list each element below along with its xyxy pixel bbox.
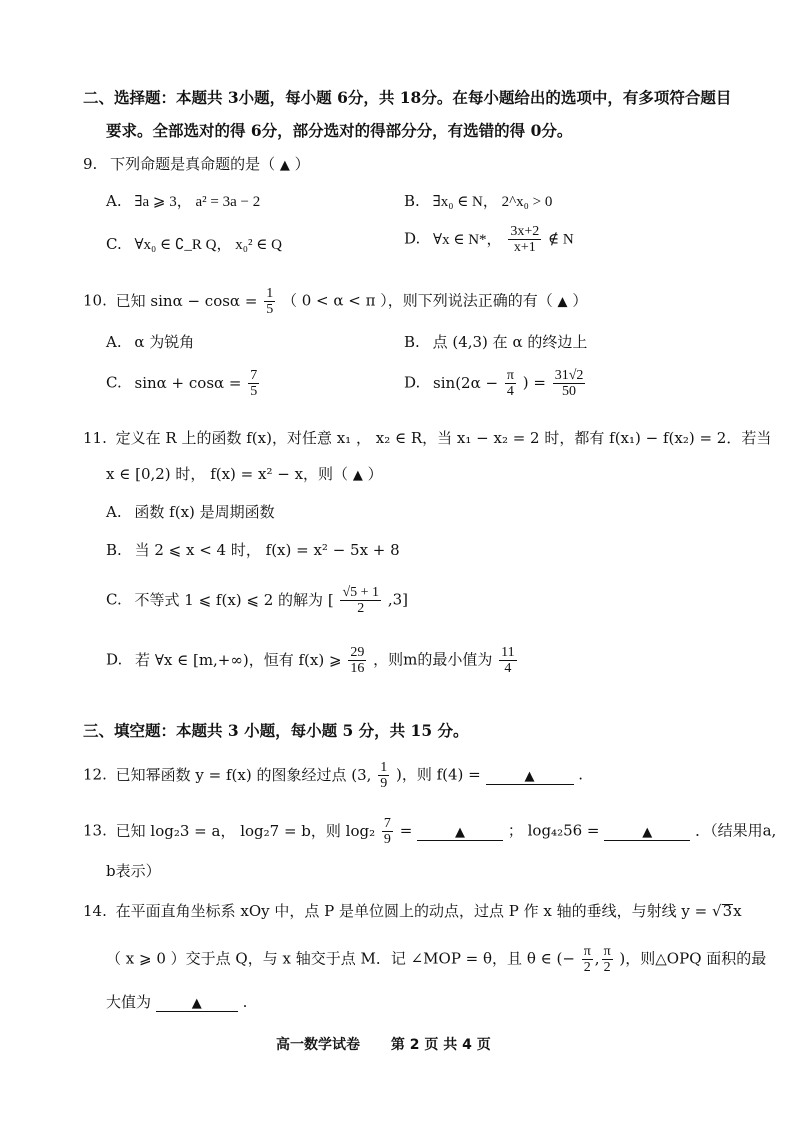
question-period: . <box>578 765 584 784</box>
question-text-post: )，则 f(4) = <box>395 765 481 784</box>
question-text: 定义在 R 上的函数 f(x)，对任意 x₁ ， x₂ ∈ R，当 x₁ − x₂ = 2 时，都有 f(x₁) − f(x₂) = 2．若当 <box>115 429 772 447</box>
section-2-header-line2: 要求。全部选对的得 6分，部分选对的得部分分，有选错的得 0分。 <box>106 121 573 140</box>
question-comma: , <box>594 949 600 968</box>
option-label: D. <box>404 229 421 248</box>
fraction-denominator: 16 <box>350 661 365 676</box>
question-text: 大值为 <box>106 993 152 1011</box>
answer-blank[interactable] <box>486 766 574 785</box>
option-fraction <box>248 368 259 399</box>
option-label: B. <box>106 541 122 559</box>
answer-blank-2[interactable] <box>604 822 690 841</box>
footer-page-number: 第 2 页 共 4 页 <box>390 1037 491 1053</box>
option-text: 若 ∀x ∈ [m,+∞)，恒有 f(x) ⩾ <box>135 650 342 669</box>
option-text: sin(2α − <box>433 373 499 392</box>
answer-triangle-icon: ▲ <box>352 468 363 483</box>
answer-blank[interactable] <box>156 993 238 1012</box>
question-11-option-b <box>106 539 400 561</box>
fraction-denominator: 2 <box>357 601 365 616</box>
question-fraction <box>378 760 389 791</box>
option-text: ∃x₀ ∈ N， 2^x₀ > 0 <box>432 194 553 210</box>
question-10-stem <box>83 286 587 317</box>
question-11-line2 <box>106 463 383 487</box>
option-fraction-1 <box>348 645 366 676</box>
option-text: ∀x₀ ∈ ∁_R Q， x₀² ∈ Q <box>134 237 282 253</box>
option-text: 不等式 1 ⩽ f(x) ⩽ 2 的解为 [ <box>134 590 334 609</box>
option-label: B. <box>404 192 420 210</box>
fraction-denominator: 4 <box>506 384 514 399</box>
option-label: C. <box>106 235 122 253</box>
fraction-numerator: 3x+2 <box>510 224 540 239</box>
fraction-denominator: 4 <box>504 661 512 676</box>
option-fraction <box>508 224 541 255</box>
fraction-denominator: 50 <box>562 384 577 399</box>
question-13-line2: b表示） <box>106 862 161 880</box>
footer-title: 高一数学试卷 <box>276 1037 360 1053</box>
answer-triangle-icon: ▲ <box>455 824 466 840</box>
sqrt-sign: √ <box>712 902 722 920</box>
option-text-mid: ) = <box>522 373 546 392</box>
option-label: A. <box>106 192 122 210</box>
question-10-option-c <box>106 368 261 399</box>
fraction-denominator: 9 <box>380 776 388 791</box>
question-number: 11. <box>83 429 107 447</box>
option-text: sinα + cosα = <box>134 373 242 392</box>
fraction-numerator: √5 + 1 <box>342 585 380 600</box>
question-9-option-c <box>106 233 282 256</box>
fraction-denominator: 2 <box>583 960 591 975</box>
section-3-header: 三、填空题：本题共 3 小题，每小题 5 分，共 15 分。 <box>83 721 469 740</box>
question-11-option-a <box>106 501 275 523</box>
question-text-end: ） <box>572 291 588 310</box>
question-9-option-d <box>404 224 574 255</box>
question-11-option-c <box>106 585 408 616</box>
question-12 <box>83 760 583 791</box>
answer-triangle-icon: ▲ <box>279 158 290 173</box>
option-fraction-2 <box>499 645 516 676</box>
section-2-header-line1: 二、选择题：本题共 3小题，每小题 6分，共 18分。在每小题给出的选项中，有多项符合题目 <box>83 88 732 107</box>
question-9-stem <box>83 153 310 177</box>
page-footer <box>276 1034 491 1056</box>
option-text-tail: ,3] <box>387 590 408 609</box>
option-label: D. <box>106 650 123 669</box>
question-14-line3 <box>106 991 247 1013</box>
question-text: 已知幂函数 y = f(x) 的图象经过点 (3, <box>115 765 372 784</box>
fraction-denominator: 5 <box>250 384 258 399</box>
fraction-denominator: 9 <box>383 832 391 847</box>
question-separator: ； <box>507 821 523 840</box>
question-14-line1 <box>83 900 742 922</box>
option-text: 函数 f(x) 是周期函数 <box>134 503 275 521</box>
question-period: . <box>242 993 248 1011</box>
option-text: 当 2 ⩽ x < 4 时， f(x) = x² − 5x + 8 <box>134 541 400 559</box>
question-fraction-2 <box>602 944 613 975</box>
question-fraction <box>382 816 393 847</box>
fraction-numerator: 29 <box>350 645 365 660</box>
question-10-option-b <box>404 331 587 353</box>
answer-blank-1[interactable] <box>417 822 503 841</box>
fraction-numerator: 7 <box>250 368 258 383</box>
option-label: A. <box>106 333 122 351</box>
fraction-denominator: 5 <box>266 302 274 317</box>
question-number: 9. <box>83 155 98 173</box>
answer-triangle-icon: ▲ <box>191 996 202 1011</box>
fraction-numerator: 1 <box>266 286 274 301</box>
option-text: α 为锐角 <box>134 333 195 351</box>
question-10-option-d <box>404 368 587 399</box>
question-tail: ．（结果用a, <box>695 821 777 840</box>
option-text: 点 (4,3) 在 α 的终边上 <box>432 333 588 351</box>
question-11-option-d <box>106 645 519 676</box>
fraction-numerator: 7 <box>383 816 391 831</box>
question-eq: = <box>399 821 413 840</box>
question-13-line1 <box>83 816 776 847</box>
question-9-option-b <box>404 190 552 213</box>
question-text: 下列命题是真命题的是（ <box>110 155 276 173</box>
question-10-option-a <box>106 331 194 353</box>
option-text: ∀x ∈ N*， <box>433 231 502 248</box>
fraction-numerator: π <box>583 944 591 959</box>
option-text: ∃a ⩾ 3， a² = 3a − 2 <box>134 194 261 210</box>
question-text: 已知 log₂3 = a， log₂7 = b，则 log₂ <box>115 821 376 840</box>
fraction-numerator: π <box>506 368 514 383</box>
question-text-post: （ 0 < α < π ），则下列说法正确的有（ <box>281 291 553 310</box>
question-text-post: )，则△OPQ 面积的最 <box>619 949 767 968</box>
fraction-numerator: 1 <box>380 760 388 775</box>
option-fraction-2 <box>553 368 586 399</box>
question-text: 已知 sinα − cosα = <box>115 291 258 310</box>
question-9-option-a <box>106 190 260 213</box>
answer-triangle-icon: ▲ <box>642 824 653 840</box>
answer-triangle-icon: ▲ <box>524 768 535 784</box>
option-fraction-1 <box>505 368 516 399</box>
question-text-end: ） <box>294 155 310 173</box>
question-number: 10. <box>83 291 107 310</box>
question-number: 12. <box>83 765 107 784</box>
stem-fraction <box>264 286 275 317</box>
fraction-denominator: x+1 <box>513 240 536 255</box>
answer-triangle-icon: ▲ <box>557 294 568 310</box>
question-text: （ x ⩾ 0 ）交于点 Q，与 x 轴交于点 M．记 ∠MOP = θ，且 θ ∈ (− <box>106 949 575 968</box>
fraction-numerator: π <box>603 944 611 959</box>
fraction-numerator: 31√2 <box>554 368 584 383</box>
question-text-end: ） <box>367 465 383 483</box>
fraction-numerator: 11 <box>501 645 515 660</box>
question-text: 在平面直角坐标系 xOy 中，点 P 是单位圆上的动点，过点 P 作 x 轴的垂线，与射线 y = <box>115 902 708 920</box>
question-log2: log₄₂56 = <box>527 821 600 840</box>
question-text-post: x <box>733 902 742 920</box>
option-label: C. <box>106 373 122 392</box>
question-fraction-1 <box>582 944 593 975</box>
question-number: 13. <box>83 821 107 840</box>
option-text-mid: ，则m的最小值为 <box>373 650 493 669</box>
option-text-tail: ∉ N <box>548 231 574 248</box>
fraction-denominator: 2 <box>603 960 611 975</box>
option-label: A. <box>106 503 122 521</box>
question-text: x ∈ [0,2) 时， f(x) = x² − x，则（ <box>106 465 349 483</box>
question-14-line2 <box>106 944 766 975</box>
option-label: B. <box>404 333 420 351</box>
question-number: 14. <box>83 902 107 920</box>
option-fraction <box>340 585 381 616</box>
option-label: C. <box>106 590 122 609</box>
option-label: D. <box>404 373 421 392</box>
sqrt-radicand: 3 <box>722 902 733 920</box>
question-11-line1 <box>83 427 771 449</box>
